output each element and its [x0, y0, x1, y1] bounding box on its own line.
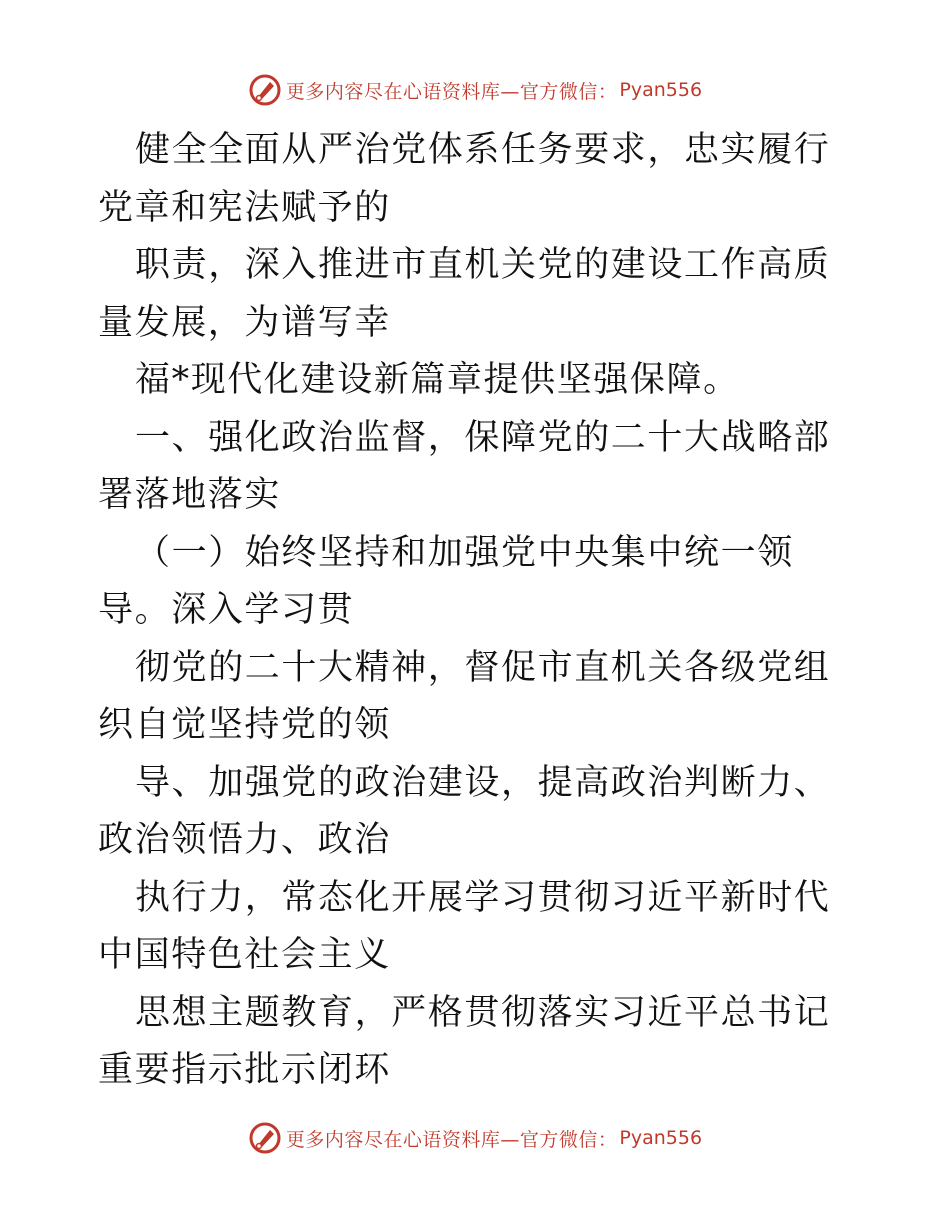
header-banner-account: Pyan556 — [619, 79, 703, 101]
pen-nib-logo-icon — [248, 73, 282, 107]
paragraph-8: 执行力，常态化开展学习贯彻习近平新时代中国特色社会主义 — [98, 877, 831, 975]
paragraph-6: 彻党的二十大精神，督促市直机关各级党组织自觉坚持党的领 — [98, 647, 831, 745]
subsection-heading-1: （一）始终坚持和加强党中央集中统一领导。深入学习贯 — [98, 532, 794, 630]
section-heading-1: 一、强化政治监督，保障党的二十大战略部署落地落实 — [98, 417, 831, 515]
document-body — [98, 122, 858, 1100]
footer-banner-account: Pyan556 — [619, 1127, 703, 1149]
paragraph-3: 福*现代化建设新篇章提供坚强保障。 — [135, 360, 740, 400]
paragraph-7: 导、加强党的政治建设，提高政治判断力、政治领悟力、政治 — [98, 762, 831, 860]
paragraph-1: 健全全面从严治党体系任务要求，忠实履行党章和宪法赋予的 — [98, 130, 831, 228]
footer-banner — [0, 1118, 950, 1158]
pen-nib-logo-icon — [248, 1121, 282, 1155]
paragraph-9: 思想主题教育，严格贯彻落实习近平总书记重要指示批示闭环 — [98, 992, 831, 1090]
header-banner-text: 更多内容尽在心语资料库—官方微信： — [285, 80, 618, 103]
paragraph-2: 职责，深入推进市直机关党的建设工作高质量发展，为谱写幸 — [98, 245, 831, 343]
header-banner — [0, 70, 950, 110]
footer-banner-text: 更多内容尽在心语资料库—官方微信： — [285, 1128, 618, 1151]
